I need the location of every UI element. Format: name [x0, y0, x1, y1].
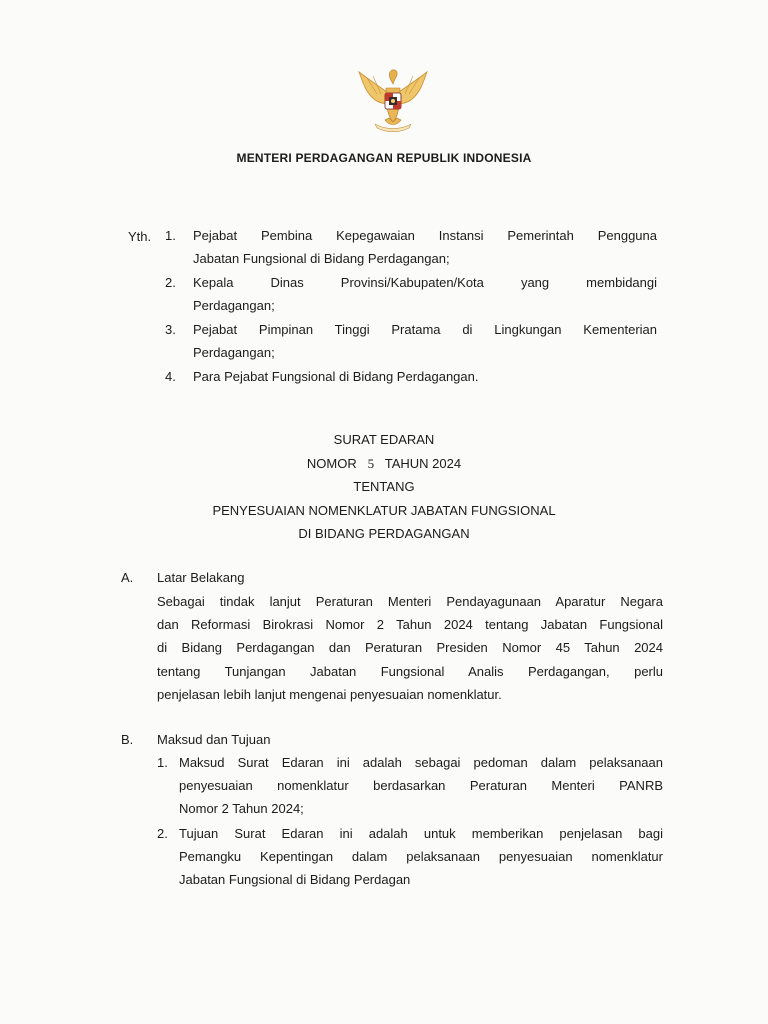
item-body	[179, 751, 663, 821]
addressee-line: Perdagangan;	[193, 298, 275, 313]
addressee-item	[165, 224, 657, 270]
addressee-text	[193, 271, 657, 317]
addressee-text	[193, 224, 657, 270]
addressee-list	[165, 224, 657, 389]
item-line: Pemangku Kepentingan dalam pelaksanaan penyesuaian nomenklatur	[179, 848, 663, 864]
item-number: 1.	[157, 755, 168, 770]
letter-subject-line2: DI BIDANG PERDAGANGAN	[298, 526, 470, 541]
addressee-line: Kepala Dinas Provinsi/Kabupaten/Kota yang membidangi	[193, 275, 657, 290]
addressee-line: Pejabat Pembina Kepegawaian Instansi Pemerintah Pengguna	[193, 228, 657, 243]
number-prefix: NOMOR	[306, 455, 357, 471]
section-b-list	[157, 751, 663, 892]
addressee-item	[165, 365, 657, 388]
section-a-letter: A.	[121, 570, 134, 585]
item-line: penyesuaian nomenklatur berdasarkan Peraturan Menteri PANRB	[179, 778, 663, 794]
paragraph-line: di Bidang Perdagangan dan Peraturan Presiden Nomor 45 Tahun 2024	[157, 640, 663, 656]
addressee-item	[165, 271, 657, 317]
list-item	[157, 751, 663, 821]
addressee-item	[165, 318, 657, 364]
ministry-title: MENTERI PERDAGANGAN REPUBLIK INDONESIA	[236, 151, 532, 165]
letter-number	[0, 452, 768, 476]
addressee-text	[193, 365, 657, 388]
addressee-line: Pejabat Pimpinan Tinggi Pratama di Lingkungan Kementerian	[193, 322, 657, 337]
item-number: 3.	[165, 322, 176, 337]
addressee-line: Jabatan Fungsional di Bidang Perdagangan;	[193, 251, 450, 266]
list-item	[157, 822, 663, 892]
section-a-title: Latar Belakang	[157, 570, 245, 585]
letter-subject-line1: PENYESUAIAN NOMENKLATUR JABATAN FUNGSIONAL	[212, 502, 556, 518]
paragraph-line: penjelasan lebih lanjut mengenai penyesuaian nomenklatur.	[157, 686, 502, 702]
letter-about: TENTANG	[353, 479, 415, 494]
letter-heading	[0, 428, 768, 546]
item-line: Jabatan Fungsional di Bidang Perdagan	[179, 872, 411, 888]
section-b-letter: B.	[121, 732, 134, 747]
garuda-emblem-icon	[353, 66, 433, 134]
paragraph-line: tentang Tunjangan Jabatan Fungsional Analis Perdagangan, perlu	[157, 663, 663, 679]
item-number: 2.	[165, 275, 176, 290]
item-line: Maksud Surat Edaran ini adalah sebagai pedoman dalam pelaksanaan	[179, 755, 663, 770]
addressee-label: Yth.	[128, 229, 152, 244]
number-value: 5	[367, 455, 375, 471]
item-body	[179, 822, 663, 892]
section-b-title: Maksud dan Tujuan	[157, 732, 271, 747]
item-number: 1.	[165, 228, 176, 243]
paragraph-line: dan Reformasi Birokrasi Nomor 2 Tahun 2024 tentang Jabatan Fungsional	[157, 617, 663, 633]
number-year: TAHUN 2024	[384, 455, 462, 471]
item-number: 4.	[165, 369, 176, 384]
item-number: 2.	[157, 825, 168, 841]
addressee-line: Perdagangan;	[193, 345, 275, 360]
item-line: Tujuan Surat Edaran ini adalah untuk memberikan penjelasan bagi	[179, 825, 663, 841]
paragraph-line: Sebagai tindak lanjut Peraturan Menteri Pendayagunaan Aparatur Negara	[157, 594, 663, 609]
letter-type: SURAT EDARAN	[333, 432, 435, 447]
addressee-line: Para Pejabat Fungsional di Bidang Perdagangan.	[193, 369, 479, 384]
section-a-paragraph	[157, 590, 663, 706]
addressee-text	[193, 318, 657, 364]
item-line: Nomor 2 Tahun 2024;	[179, 801, 304, 817]
